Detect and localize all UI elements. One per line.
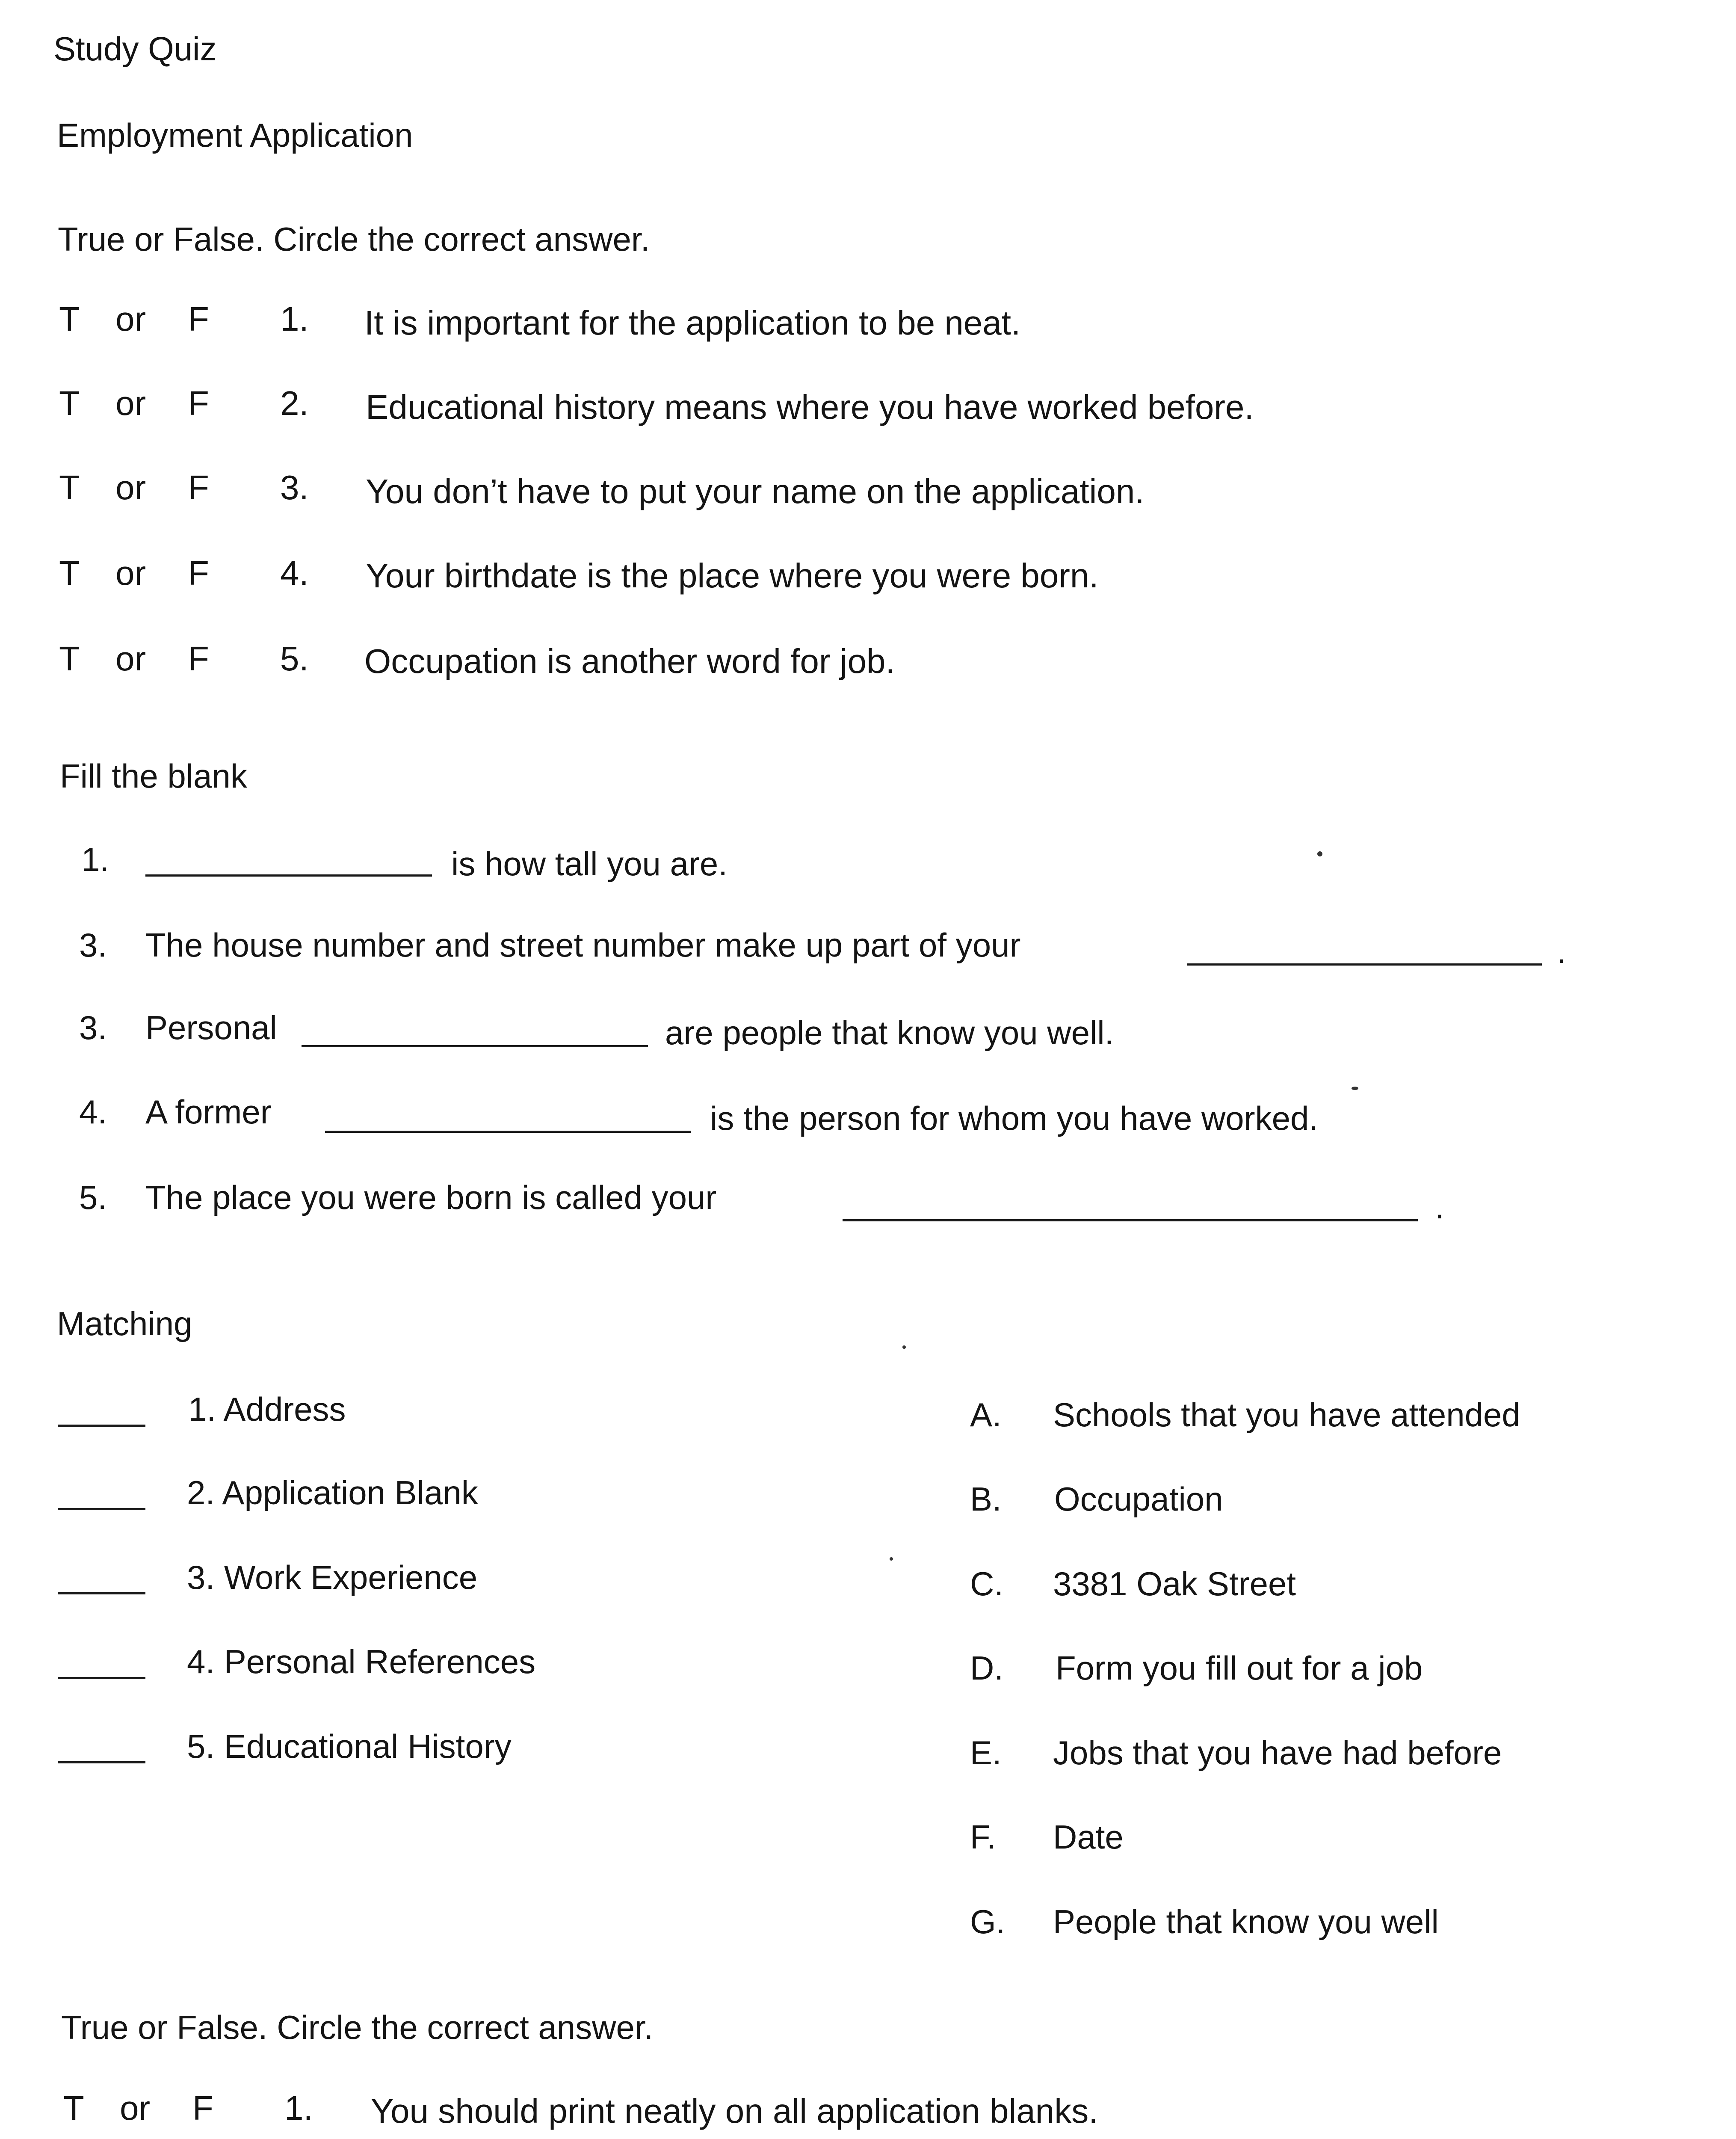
tf1-q3-false-option[interactable]: F — [188, 468, 209, 507]
matching-term-5: 5. Educational History — [187, 1727, 512, 1765]
tf1-q4-true-option[interactable]: T — [59, 554, 80, 592]
matching-definition-d: Form you fill out for a job — [1056, 1649, 1423, 1687]
tf1-q1-number: 1. — [280, 300, 309, 338]
scan-speck — [902, 1345, 906, 1349]
matching-letter-b: B. — [970, 1480, 1002, 1518]
tf2-instruction: True or False. Circle the correct answer. — [61, 2009, 654, 2046]
tf1-q5-false-option[interactable]: F — [188, 640, 209, 678]
tf2-q1-true-option[interactable]: T — [63, 2089, 84, 2127]
matching-answer-blank-2[interactable] — [58, 1508, 145, 1510]
fill-q2-after: . — [1557, 933, 1566, 970]
tf1-instruction: True or False. Circle the correct answer. — [58, 220, 650, 258]
matching-answer-blank-5[interactable] — [58, 1761, 145, 1763]
matching-heading: Matching — [57, 1305, 192, 1342]
matching-definition-b: Occupation — [1054, 1480, 1223, 1518]
matching-answer-blank-4[interactable] — [58, 1677, 145, 1679]
tf2-q1-false-option[interactable]: F — [192, 2089, 213, 2127]
tf1-q2-false-option[interactable]: F — [188, 384, 209, 422]
matching-letter-a: A. — [970, 1396, 1002, 1434]
tf1-q1-or: or — [115, 300, 146, 338]
matching-term-4: 4. Personal References — [187, 1643, 536, 1680]
matching-definition-f: Date — [1053, 1818, 1124, 1856]
tf1-q5-text: Occupation is another word for job. — [364, 642, 895, 680]
tf1-q5-number: 5. — [280, 640, 309, 678]
tf1-q2-text: Educational history means where you have worked before. — [366, 388, 1254, 426]
fill-q3-after: are people that know you well. — [665, 1014, 1114, 1052]
tf1-q2-true-option[interactable]: T — [59, 384, 80, 422]
tf1-q4-or: or — [115, 554, 146, 592]
tf1-q2-or: or — [115, 384, 146, 422]
fill-q4-before: A former — [145, 1093, 272, 1131]
fill-q3-blank[interactable] — [302, 1045, 648, 1047]
matching-definition-c: 3381 Oak Street — [1053, 1565, 1296, 1603]
matching-term-2: 2. Application Blank — [187, 1474, 478, 1511]
matching-answer-blank-3[interactable] — [58, 1592, 145, 1594]
fill-q3-before: Personal — [145, 1009, 277, 1046]
fill-heading: Fill the blank — [60, 757, 247, 795]
tf1-q3-number: 3. — [280, 468, 309, 507]
tf1-q1-false-option[interactable]: F — [188, 300, 209, 338]
tf1-q2-number: 2. — [280, 384, 309, 422]
matching-letter-c: C. — [970, 1565, 1003, 1603]
matching-letter-f: F. — [970, 1818, 996, 1856]
fill-q3-number: 3. — [79, 1009, 107, 1046]
matching-answer-blank-1[interactable] — [58, 1425, 145, 1427]
scan-speck — [1317, 851, 1322, 856]
tf1-q4-false-option[interactable]: F — [188, 554, 209, 592]
matching-definition-a: Schools that you have attended — [1053, 1396, 1520, 1434]
fill-q1-number: 1. — [81, 841, 109, 878]
tf2-q1-number: 1. — [284, 2089, 313, 2127]
tf2-q1-or: or — [120, 2089, 151, 2127]
tf1-q1-text: It is important for the application to be neat. — [364, 304, 1021, 342]
tf1-q1-true-option[interactable]: T — [59, 300, 80, 338]
tf1-q4-number: 4. — [280, 554, 309, 592]
tf1-q4-text: Your birthdate is the place where you were born. — [366, 557, 1099, 595]
matching-definition-g: People that know you well — [1053, 1903, 1439, 1941]
fill-q1-blank[interactable] — [145, 874, 432, 877]
tf1-q3-text: You don’t have to put your name on the application. — [366, 472, 1145, 510]
fill-q2-number: 3. — [79, 926, 107, 964]
tf1-q5-or: or — [115, 640, 146, 678]
fill-q2-blank[interactable] — [1187, 963, 1542, 966]
fill-q4-blank[interactable] — [325, 1131, 691, 1133]
tf2-q1-text: You should print neatly on all application blanks. — [371, 2092, 1098, 2130]
matching-letter-g: G. — [970, 1903, 1006, 1941]
matching-term-1: 1. Address — [188, 1390, 346, 1428]
quiz-subtitle: Employment Application — [57, 116, 413, 154]
fill-q5-number: 5. — [79, 1179, 107, 1216]
matching-term-3: 3. Work Experience — [187, 1558, 478, 1596]
fill-q2-before: The house number and street number make up part of your — [145, 926, 1021, 964]
scan-speck — [1352, 1087, 1358, 1090]
quiz-title: Study Quiz — [53, 30, 217, 68]
matching-definition-e: Jobs that you have had before — [1053, 1734, 1502, 1772]
fill-q1-after: is how tall you are. — [451, 845, 728, 883]
tf1-q3-true-option[interactable]: T — [59, 468, 80, 507]
fill-q4-number: 4. — [79, 1093, 107, 1131]
fill-q5-after: . — [1435, 1188, 1444, 1226]
tf1-q3-or: or — [115, 468, 146, 507]
tf1-q5-true-option[interactable]: T — [59, 640, 80, 678]
fill-q5-before: The place you were born is called your — [145, 1179, 717, 1216]
scan-speck — [890, 1557, 893, 1561]
fill-q4-after: is the person for whom you have worked. — [710, 1099, 1319, 1137]
matching-letter-d: D. — [970, 1649, 1003, 1687]
matching-letter-e: E. — [970, 1734, 1002, 1772]
fill-q5-blank[interactable] — [843, 1219, 1418, 1221]
